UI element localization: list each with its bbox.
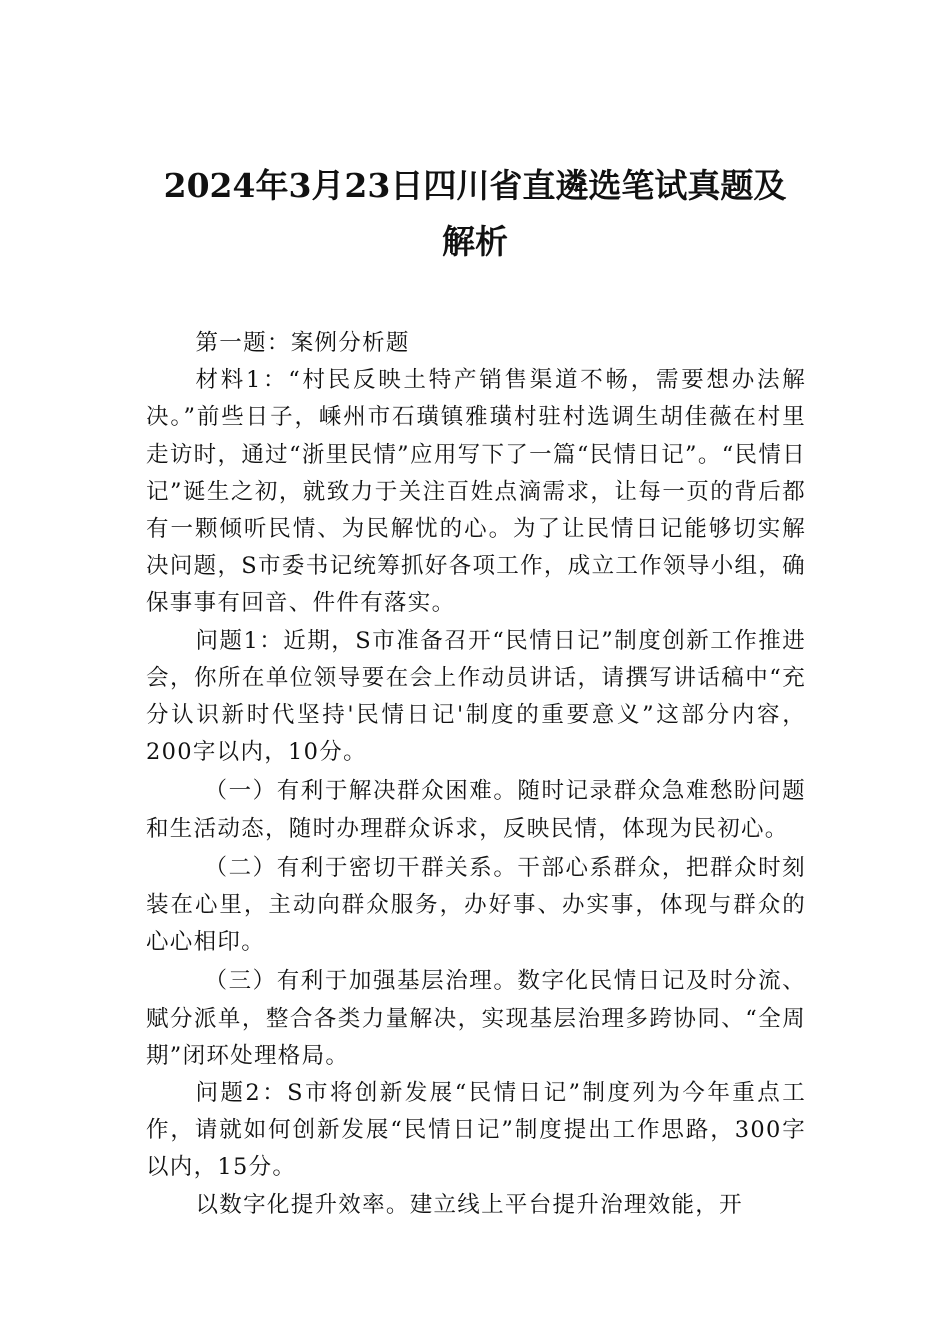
question-1-paragraph: 问题1：近期，S市准备召开“民情日记”制度创新工作推进会，你所在单位领导要在会上作动员讲话，请撰写讲话稿中“充分认识新时代坚持'民情日记'制度的重要意义”这部分内容，200字以内，10分。: [146, 627, 806, 766]
answer-point-2: （二）有利于密切干群关系。干部心系群众，把群众时刻装在心里，主动向群众服务，办好事、办实事，体现与群众的心心相印。: [146, 854, 806, 956]
title-line-2: 解析: [442, 222, 508, 261]
material-paragraph: 材料1：“村民反映土特产销售渠道不畅，需要想办法解决。”前些日子，嵊州市石璜镇雅璜村驻村选调生胡佳薇在村里走访时，通过“浙里民情”应用写下了一篇“民情日记”。“民情日记”诞生之初，就致力于关注百姓点滴需求，让每一页的背后都有一颗倾听民情、为民解忧的心。为了让民情日记能够切实解决问题，S市委书记统筹抓好各项工作，成立工作领导小组，确保事事有回音、件件有落实。: [146, 367, 806, 617]
answer-paragraph: 以数字化提升效率。建立线上平台提升治理效能，开: [195, 1191, 743, 1218]
section-heading: 第一题：案例分析题: [195, 330, 410, 356]
title-line-1: 2024年3月23日四川省直遴选笔试真题及: [163, 166, 787, 205]
document-title: [140, 158, 810, 270]
answer-point-3: （三）有利于加强基层治理。数字化民情日记及时分流、赋分派单，整合各类力量解决，实现基层治理多跨协同、“全周期”闭环处理格局。: [146, 968, 806, 1069]
document-body: [146, 325, 806, 1224]
answer-point-1: （一）有利于解决群众困难。随时记录群众急难愁盼问题和生活动态，随时办理群众诉求，反映民情，体现为民初心。: [146, 778, 806, 842]
question-2-paragraph: 问题2：S市将创新发展“民情日记”制度列为今年重点工作，请就如何创新发展“民情日记”制度提出工作思路，300字以内，15分。: [146, 1080, 806, 1181]
